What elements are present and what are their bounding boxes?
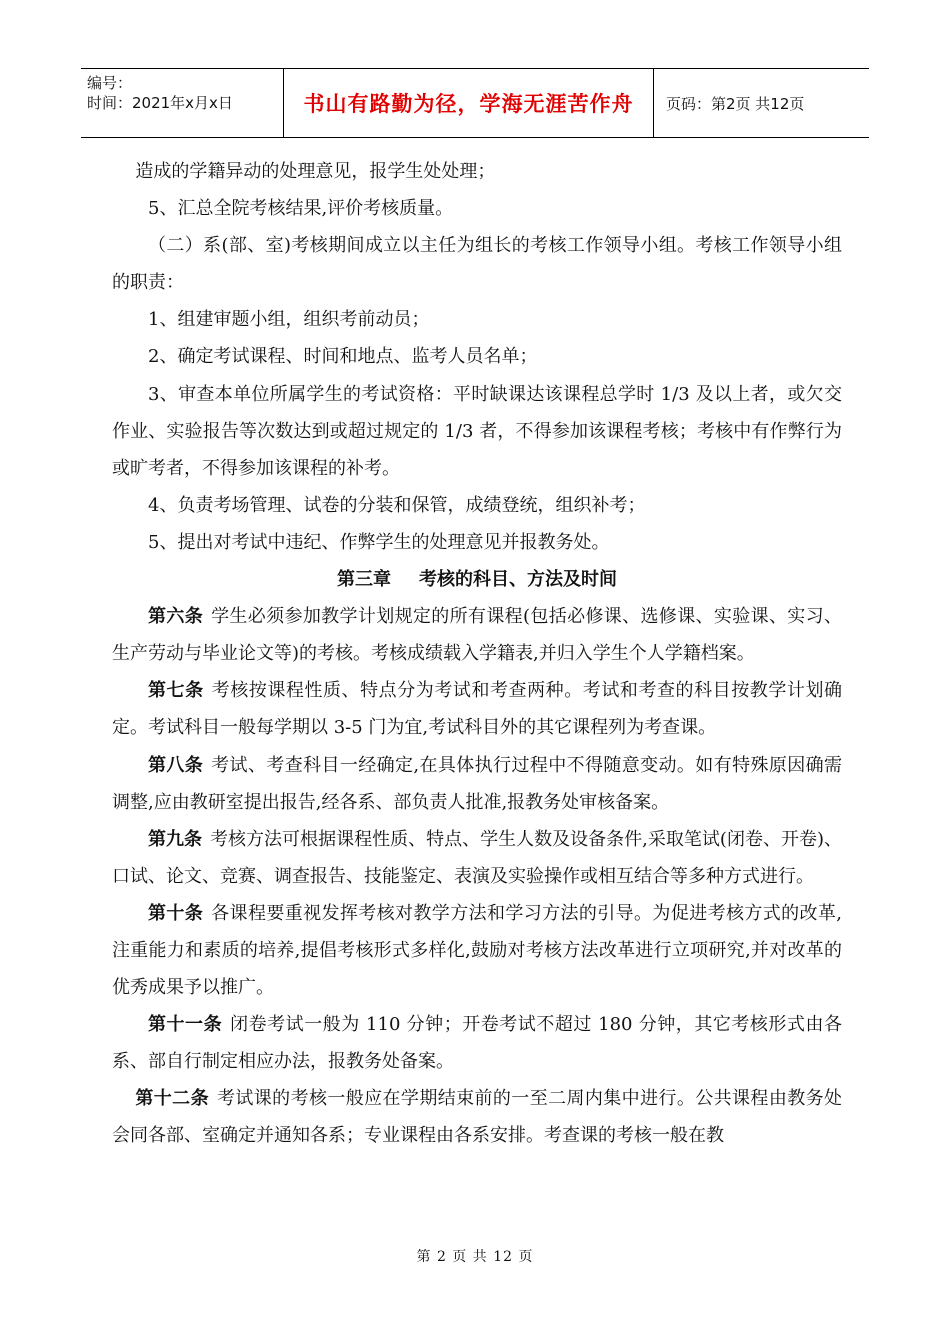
- chapter-number: 第三章: [337, 569, 391, 591]
- paragraph: 5、提出对考试中违纪、作弊学生的处理意见并报教务处。: [148, 531, 610, 553]
- article-label: 第七条: [148, 680, 204, 702]
- document-number-label: 编号：: [87, 74, 133, 92]
- article-9: [112, 821, 842, 895]
- header-motto: 书山有路勤为径，学海无涯苦作舟: [303, 92, 634, 116]
- article-label: 第十条: [148, 902, 204, 924]
- article-text: 考试、考查科目一经确定,在具体执行过程中不得随意变动。如有特殊原因确需调整,应由教研室提出报告,经各系、部负责人批准,报教务处审核备案。: [112, 754, 843, 813]
- article-text: 考试课的考核一般应在学期结束前的一至二周内集中进行。公共课程由教务处会同各部、室确定并通知各系；专业课程由各系安排。考查课的考核一般在教: [112, 1088, 843, 1147]
- paragraph: 2、确定考试课程、时间和地点、监考人员名单；: [148, 346, 538, 368]
- paragraph: 5、汇总全院考核结果,评价考核质量。: [148, 198, 454, 220]
- header-meta: [81, 69, 284, 137]
- chapter-title: 考核的科目、方法及时间: [419, 569, 617, 591]
- document-date: 时间：2021年x月x日: [87, 94, 233, 112]
- paragraph: 3、审查本单位所属学生的考试资格：平时缺课达该课程总学时 1/3 及以上者，或欠交作业、实验报告等次数达到或超过规定的 1/3 者，不得参加该课程考核；考核中有作弊行为或旷考者，不得参加该课程的补考。: [112, 383, 842, 479]
- article-text: 闭卷考试一般为 110 分钟；开卷考试不超过 180 分钟，其它考核形式由各系、部自行制定相应办法，报教务处备案。: [112, 1014, 842, 1073]
- paragraph: 4、负责考场管理、试卷的分装和保管，成绩登统，组织补考；: [148, 494, 646, 516]
- article-label: 第六条: [148, 606, 204, 628]
- paragraph: 造成的学籍异动的处理意见，报学生处处理；: [135, 161, 496, 182]
- article-text: 学生必须参加教学计划规定的所有课程(包括必修课、选修课、实验课、实习、生产劳动与毕业论文等)的考核。考核成绩载入学籍表,并归入学生个人学籍档案。: [112, 606, 842, 665]
- page-header: [81, 68, 869, 138]
- article-text: 各课程要重视发挥考核对教学方法和学习方法的引导。为促进考核方式的改革,注重能力和素质的培养,提倡考核形式多样化,鼓励对考核方法改革进行立项研究,并对改革的优秀成果予以推广。: [112, 902, 843, 999]
- chapter-heading: [112, 561, 842, 598]
- article-11: [112, 1006, 842, 1080]
- article-text: 考核方法可根据课程性质、特点、学生人数及设备条件,采取笔试(闭卷、开卷)、口试、论文、竞赛、调查报告、技能鉴定、表演及实验操作或相互结合等多种方式进行。: [112, 828, 843, 887]
- article-7: [112, 672, 842, 746]
- article-12: [112, 1080, 842, 1154]
- article-label: 第十一条: [148, 1014, 223, 1036]
- document-body: [112, 153, 842, 1155]
- article-label: 第九条: [148, 828, 203, 850]
- article-6: [112, 598, 842, 672]
- page-footer: 第 2 页 共 12 页: [416, 1249, 534, 1265]
- header-motto-cell: [284, 69, 654, 137]
- article-8: [112, 747, 842, 821]
- header-page-info: 页码：第2页 共12页: [666, 94, 805, 113]
- article-10: [112, 895, 842, 1006]
- paragraph: 1、组建审题小组，组织考前动员；: [148, 309, 430, 331]
- article-label: 第八条: [148, 754, 204, 776]
- article-label: 第十二条: [135, 1088, 209, 1110]
- paragraph: （二）系(部、室)考核期间成立以主任为组长的考核工作领导小组。考核工作领导小组的职责：: [112, 235, 842, 294]
- article-text: 考核按课程性质、特点分为考试和考查两种。考试和考查的科目按教学计划确定。考试科目一般每学期以 3-5 门为宜,考试科目外的其它课程列为考查课。: [112, 680, 843, 739]
